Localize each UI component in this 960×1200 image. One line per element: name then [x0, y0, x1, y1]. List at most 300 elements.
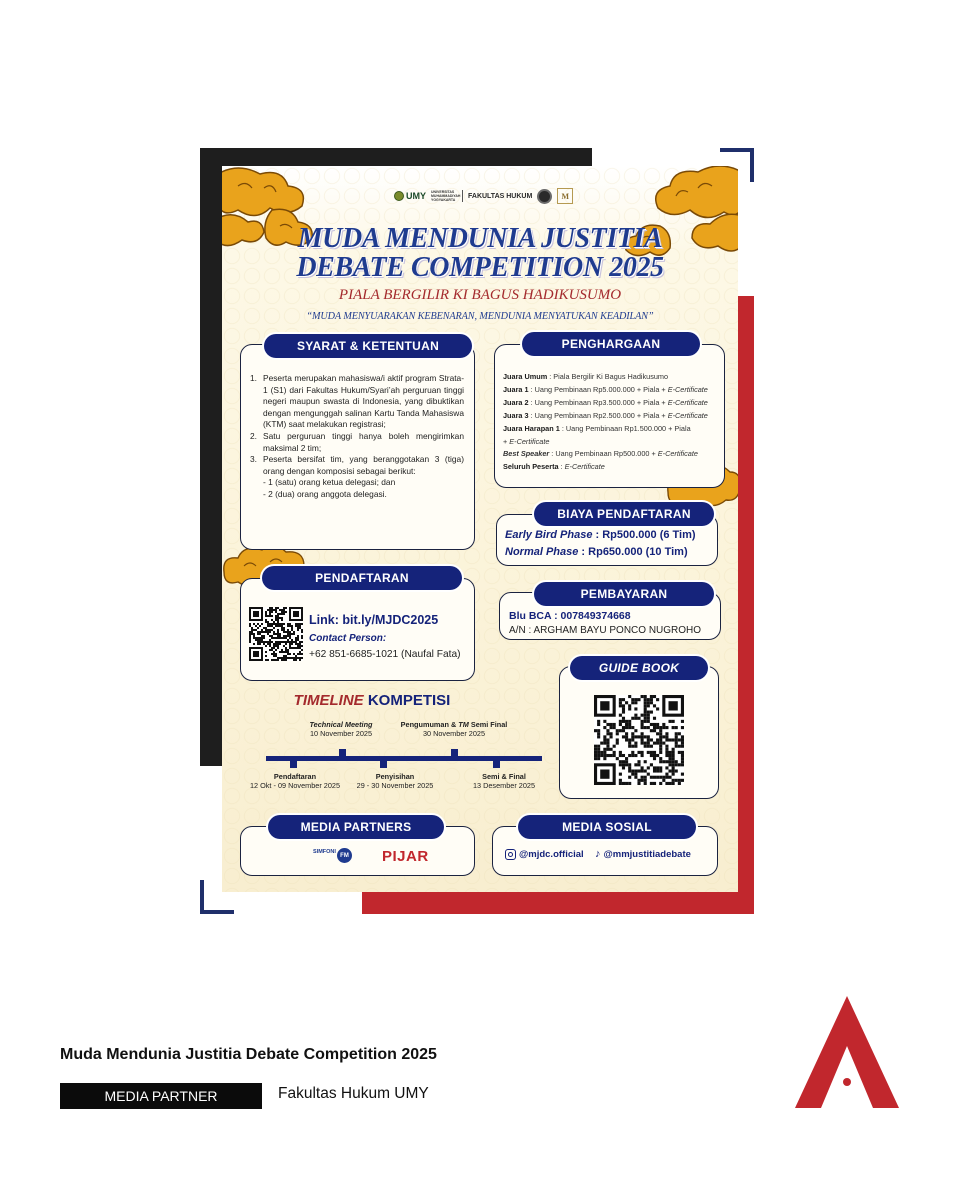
qr-module — [289, 623, 291, 625]
qr-module — [681, 751, 684, 754]
qr-module — [647, 726, 650, 729]
tiktok-handle[interactable]: ♪ @mmjustitiadebate — [595, 848, 691, 860]
qr-module — [291, 639, 293, 641]
qr-module — [650, 711, 653, 714]
qr-module — [289, 635, 291, 637]
qr-module — [291, 629, 293, 631]
qr-module — [299, 653, 301, 655]
qr-module — [641, 735, 644, 738]
qr-module — [285, 643, 287, 645]
qr-module — [625, 757, 628, 760]
qr-module — [622, 726, 625, 729]
qr-module — [301, 637, 303, 639]
qr-module — [625, 738, 628, 741]
qr-module — [631, 754, 634, 757]
qr-module — [672, 766, 675, 769]
qr-module — [299, 647, 301, 649]
qr-module — [293, 641, 295, 643]
qr-module — [619, 754, 622, 757]
qr-module — [653, 695, 656, 698]
qr-module — [299, 627, 301, 629]
qr-module — [662, 735, 665, 738]
qr-module — [634, 776, 637, 779]
qr-module — [637, 698, 640, 701]
qr-module — [283, 659, 285, 661]
qr-module — [267, 629, 269, 631]
qr-module — [656, 707, 659, 710]
qr-module — [257, 633, 259, 635]
qr-module — [641, 779, 644, 782]
qr-module — [656, 726, 659, 729]
qr-module — [297, 635, 299, 637]
qr-module — [297, 645, 299, 647]
qr-module — [295, 623, 297, 625]
qr-module — [275, 645, 277, 647]
qr-module — [277, 637, 279, 639]
qr-module — [656, 769, 659, 772]
qr-module — [628, 720, 631, 723]
qr-module — [597, 745, 600, 748]
qr-module — [299, 659, 301, 661]
qr-module — [259, 641, 261, 643]
qr-module — [644, 742, 647, 745]
qr-module — [597, 720, 600, 723]
qr-module — [634, 745, 637, 748]
qr-module — [277, 659, 279, 661]
qr-module — [672, 738, 675, 741]
qr-module — [275, 611, 277, 613]
qr-module — [628, 707, 631, 710]
qr-module — [597, 729, 600, 732]
qr-module — [603, 757, 606, 760]
qr-module — [295, 659, 297, 661]
qr-module — [600, 751, 603, 754]
qr-module — [271, 611, 273, 613]
qr-module — [653, 766, 656, 769]
qr-module — [641, 732, 644, 735]
qr-module — [293, 653, 295, 655]
qr-module — [603, 738, 606, 741]
qr-module — [625, 763, 628, 766]
qr-module — [267, 615, 269, 617]
qr-module — [631, 751, 634, 754]
qr-module — [279, 641, 281, 643]
qr-module — [289, 657, 291, 659]
qr-module — [613, 754, 616, 757]
qr-module — [289, 625, 291, 627]
qr-module — [656, 732, 659, 735]
qr-module — [277, 617, 279, 619]
qr-module — [665, 732, 668, 735]
qr-module — [631, 732, 634, 735]
qr-module — [628, 754, 631, 757]
qr-module — [283, 657, 285, 659]
qr-module — [628, 695, 631, 698]
qr-module — [644, 711, 647, 714]
qr-module — [275, 653, 277, 655]
qr-module — [650, 695, 653, 698]
contact-phone: +62 851-6685-1021 (Naufal Fata) — [309, 649, 461, 660]
tiktok-icon: ♪ — [595, 848, 601, 860]
qr-module — [644, 782, 647, 785]
contact-person-label: Contact Person: — [309, 633, 387, 644]
qr-finder-module — [668, 701, 677, 710]
qr-module — [647, 738, 650, 741]
qr-module — [263, 643, 265, 645]
qr-module — [675, 735, 678, 738]
qr-module — [650, 729, 653, 732]
qr-module — [293, 631, 295, 633]
qr-module — [253, 637, 255, 639]
qr-module — [631, 745, 634, 748]
qr-module — [641, 726, 644, 729]
qr-module — [301, 641, 303, 643]
qr-module — [653, 776, 656, 779]
qr-module — [644, 779, 647, 782]
qr-module — [273, 651, 275, 653]
qr-module — [647, 766, 650, 769]
qr-module — [622, 707, 625, 710]
qr-module — [287, 623, 289, 625]
qr-module — [597, 732, 600, 735]
guide-book-qr-code[interactable] — [594, 695, 684, 785]
qr-module — [637, 735, 640, 738]
qr-module — [253, 633, 255, 635]
qr-module — [625, 732, 628, 735]
qr-module — [597, 751, 600, 754]
qr-module — [279, 633, 281, 635]
qr-module — [619, 763, 622, 766]
requirements-heading: SYARAT & KETENTUAN — [264, 334, 472, 358]
qr-module — [634, 729, 637, 732]
qr-module — [281, 619, 283, 621]
qr-module — [279, 609, 281, 611]
poster-title-line-2: DEBATE COMPETITION 2025 — [296, 252, 664, 283]
qr-module — [249, 625, 251, 627]
qr-module — [279, 651, 281, 653]
qr-module — [283, 635, 285, 637]
qr-module — [619, 698, 622, 701]
qr-module — [277, 641, 279, 643]
qr-module — [285, 657, 287, 659]
award-row: Juara 1 : Uang Pembinaan Rp5.000.000 + Piala + E-Certificate — [503, 384, 708, 394]
award-row: + E-Certificate — [503, 436, 550, 446]
qr-module — [261, 637, 263, 639]
qr-module — [637, 779, 640, 782]
qr-module — [597, 754, 600, 757]
qr-module — [269, 645, 271, 647]
qr-module — [662, 726, 665, 729]
qr-module — [606, 738, 609, 741]
qr-module — [273, 627, 275, 629]
qr-module — [271, 649, 273, 651]
qr-module — [249, 641, 251, 643]
qr-module — [634, 754, 637, 757]
qr-module — [291, 641, 293, 643]
qr-module — [665, 738, 668, 741]
qr-module — [277, 647, 279, 649]
qr-module — [644, 720, 647, 723]
qr-module — [301, 631, 303, 633]
qr-module — [273, 643, 275, 645]
qr-module — [675, 769, 678, 772]
qr-module — [625, 726, 628, 729]
qr-module — [610, 754, 613, 757]
qr-module — [659, 766, 662, 769]
qr-module — [653, 717, 656, 720]
qr-module — [283, 641, 285, 643]
qr-module — [613, 726, 616, 729]
qr-module — [659, 751, 662, 754]
qr-module — [603, 748, 606, 751]
qr-module — [285, 647, 287, 649]
qr-module — [265, 655, 267, 657]
qr-module — [668, 782, 671, 785]
qr-module — [301, 635, 303, 637]
qr-module — [641, 769, 644, 772]
qr-module — [662, 723, 665, 726]
qr-module — [283, 611, 285, 613]
qr-module — [681, 779, 684, 782]
event-poster — [222, 166, 738, 892]
timeline-marker — [493, 761, 500, 768]
qr-module — [675, 732, 678, 735]
qr-module — [634, 773, 637, 776]
qr-module — [634, 763, 637, 766]
timeline-event-technical-meeting: Technical Meeting 10 November 2025 — [309, 720, 373, 738]
qr-module — [603, 742, 606, 745]
qr-module — [675, 745, 678, 748]
qr-module — [279, 625, 281, 627]
qr-module — [281, 637, 283, 639]
qr-module — [631, 769, 634, 772]
qr-module — [653, 704, 656, 707]
qr-module — [271, 637, 273, 639]
qr-module — [275, 623, 277, 625]
qr-module — [656, 738, 659, 741]
qr-module — [634, 701, 637, 704]
qr-module — [293, 647, 295, 649]
qr-module — [275, 633, 277, 635]
qr-module — [275, 649, 277, 651]
award-row: Juara Umum : Piala Bergilir Ki Bagus Hadikusumo — [503, 372, 669, 381]
qr-module — [672, 748, 675, 751]
instagram-handle[interactable]: @mjdc.official — [505, 849, 584, 860]
awards-heading: PENGHARGAAN — [522, 332, 700, 356]
qr-module — [281, 659, 283, 661]
qr-module — [301, 649, 303, 651]
qr-module — [625, 782, 628, 785]
qr-module — [269, 625, 271, 627]
qr-module — [659, 782, 662, 785]
qr-module — [297, 639, 299, 641]
simfoni-logo: SIMFONI — [313, 849, 336, 855]
qr-finder-module — [600, 701, 609, 710]
media-partners-heading: MEDIA PARTNERS — [268, 815, 444, 839]
qr-module — [675, 779, 678, 782]
qr-module — [269, 649, 271, 651]
institution-logos — [394, 184, 574, 208]
qr-module — [647, 711, 650, 714]
qr-module — [659, 742, 662, 745]
qr-module — [291, 643, 293, 645]
qr-module — [283, 609, 285, 611]
qr-module — [299, 641, 301, 643]
qr-module — [634, 698, 637, 701]
requirements-box — [240, 344, 475, 550]
qr-module — [257, 623, 259, 625]
qr-module — [287, 649, 289, 651]
qr-module — [249, 635, 251, 637]
qr-module — [267, 633, 269, 635]
qr-module — [628, 723, 631, 726]
qr-module — [281, 623, 283, 625]
qr-module — [275, 619, 277, 621]
qr-module — [275, 643, 277, 645]
qr-module — [628, 738, 631, 741]
qr-module — [659, 745, 662, 748]
qr-module — [644, 776, 647, 779]
qr-module — [600, 754, 603, 757]
qr-module — [672, 773, 675, 776]
qr-module — [289, 637, 291, 639]
qr-module — [289, 645, 291, 647]
qr-module — [285, 635, 287, 637]
qr-module — [265, 631, 267, 633]
qr-module — [267, 609, 269, 611]
qr-module — [675, 742, 678, 745]
qr-module — [665, 766, 668, 769]
qr-module — [647, 714, 650, 717]
qr-module — [653, 782, 656, 785]
registration-link[interactable]: Link: bit.ly/MJDC2025 — [309, 613, 439, 627]
qr-module — [269, 629, 271, 631]
registration-qr-code[interactable] — [249, 607, 303, 661]
qr-module — [650, 776, 653, 779]
qr-module — [665, 735, 668, 738]
qr-module — [647, 701, 650, 704]
qr-module — [619, 714, 622, 717]
qr-module — [267, 625, 269, 627]
qr-module — [257, 639, 259, 641]
qr-module — [281, 651, 283, 653]
qr-module — [668, 720, 671, 723]
qr-module — [672, 720, 675, 723]
qr-module — [283, 655, 285, 657]
qr-module — [644, 701, 647, 704]
requirement-subitem: - 1 (satu) orang ketua delegasi; dan — [263, 477, 396, 488]
qr-module — [285, 631, 287, 633]
qr-module — [650, 782, 653, 785]
qr-module — [283, 645, 285, 647]
qr-module — [269, 611, 271, 613]
qr-module — [672, 754, 675, 757]
qr-module — [265, 641, 267, 643]
qr-module — [275, 655, 277, 657]
qr-module — [659, 748, 662, 751]
qr-module — [275, 625, 277, 627]
qr-module — [647, 735, 650, 738]
qr-module — [287, 641, 289, 643]
qr-module — [644, 745, 647, 748]
qr-module — [259, 631, 261, 633]
requirement-item: 2. Satu perguruan tinggi hanya boleh mengirimkan maksimal 2 tim; — [250, 430, 464, 453]
qr-module — [631, 738, 634, 741]
qr-module — [665, 776, 668, 779]
qr-module — [637, 717, 640, 720]
qr-module — [641, 695, 644, 698]
qr-module — [665, 782, 668, 785]
qr-module — [259, 643, 261, 645]
qr-module — [653, 751, 656, 754]
qr-module — [637, 760, 640, 763]
qr-module — [594, 745, 597, 748]
qr-module — [259, 633, 261, 635]
qr-module — [603, 720, 606, 723]
qr-module — [271, 647, 273, 649]
qr-module — [273, 645, 275, 647]
qr-module — [619, 751, 622, 754]
qr-module — [279, 623, 281, 625]
qr-module — [653, 769, 656, 772]
qr-module — [681, 754, 684, 757]
qr-module — [644, 698, 647, 701]
qr-module — [647, 773, 650, 776]
qr-module — [619, 760, 622, 763]
qr-module — [665, 726, 668, 729]
qr-module — [293, 657, 295, 659]
qr-module — [289, 631, 291, 633]
qr-module — [271, 653, 273, 655]
qr-module — [647, 720, 650, 723]
qr-module — [634, 707, 637, 710]
simfoni-fm-badge: FM — [337, 848, 352, 863]
qr-module — [267, 659, 269, 661]
qr-module — [622, 760, 625, 763]
qr-module — [283, 613, 285, 615]
qr-module — [672, 763, 675, 766]
qr-module — [249, 639, 251, 641]
qr-module — [277, 631, 279, 633]
guide-book-heading: GUIDE BOOK — [570, 656, 708, 680]
qr-module — [273, 609, 275, 611]
qr-module — [662, 742, 665, 745]
qr-module — [273, 633, 275, 635]
fees-heading: BIAYA PENDAFTARAN — [534, 502, 714, 526]
qr-module — [251, 629, 253, 631]
qr-module — [275, 641, 277, 643]
qr-module — [277, 607, 279, 609]
qr-module — [600, 742, 603, 745]
qr-module — [603, 726, 606, 729]
qr-module — [634, 717, 637, 720]
qr-module — [641, 754, 644, 757]
qr-module — [637, 782, 640, 785]
qr-module — [610, 732, 613, 735]
qr-module — [253, 635, 255, 637]
qr-module — [277, 629, 279, 631]
qr-module — [665, 773, 668, 776]
qr-module — [287, 651, 289, 653]
qr-module — [249, 637, 251, 639]
qr-module — [295, 655, 297, 657]
qr-module — [271, 629, 273, 631]
qr-module — [281, 625, 283, 627]
qr-module — [665, 748, 668, 751]
qr-module — [622, 704, 625, 707]
qr-module — [616, 742, 619, 745]
qr-module — [606, 742, 609, 745]
